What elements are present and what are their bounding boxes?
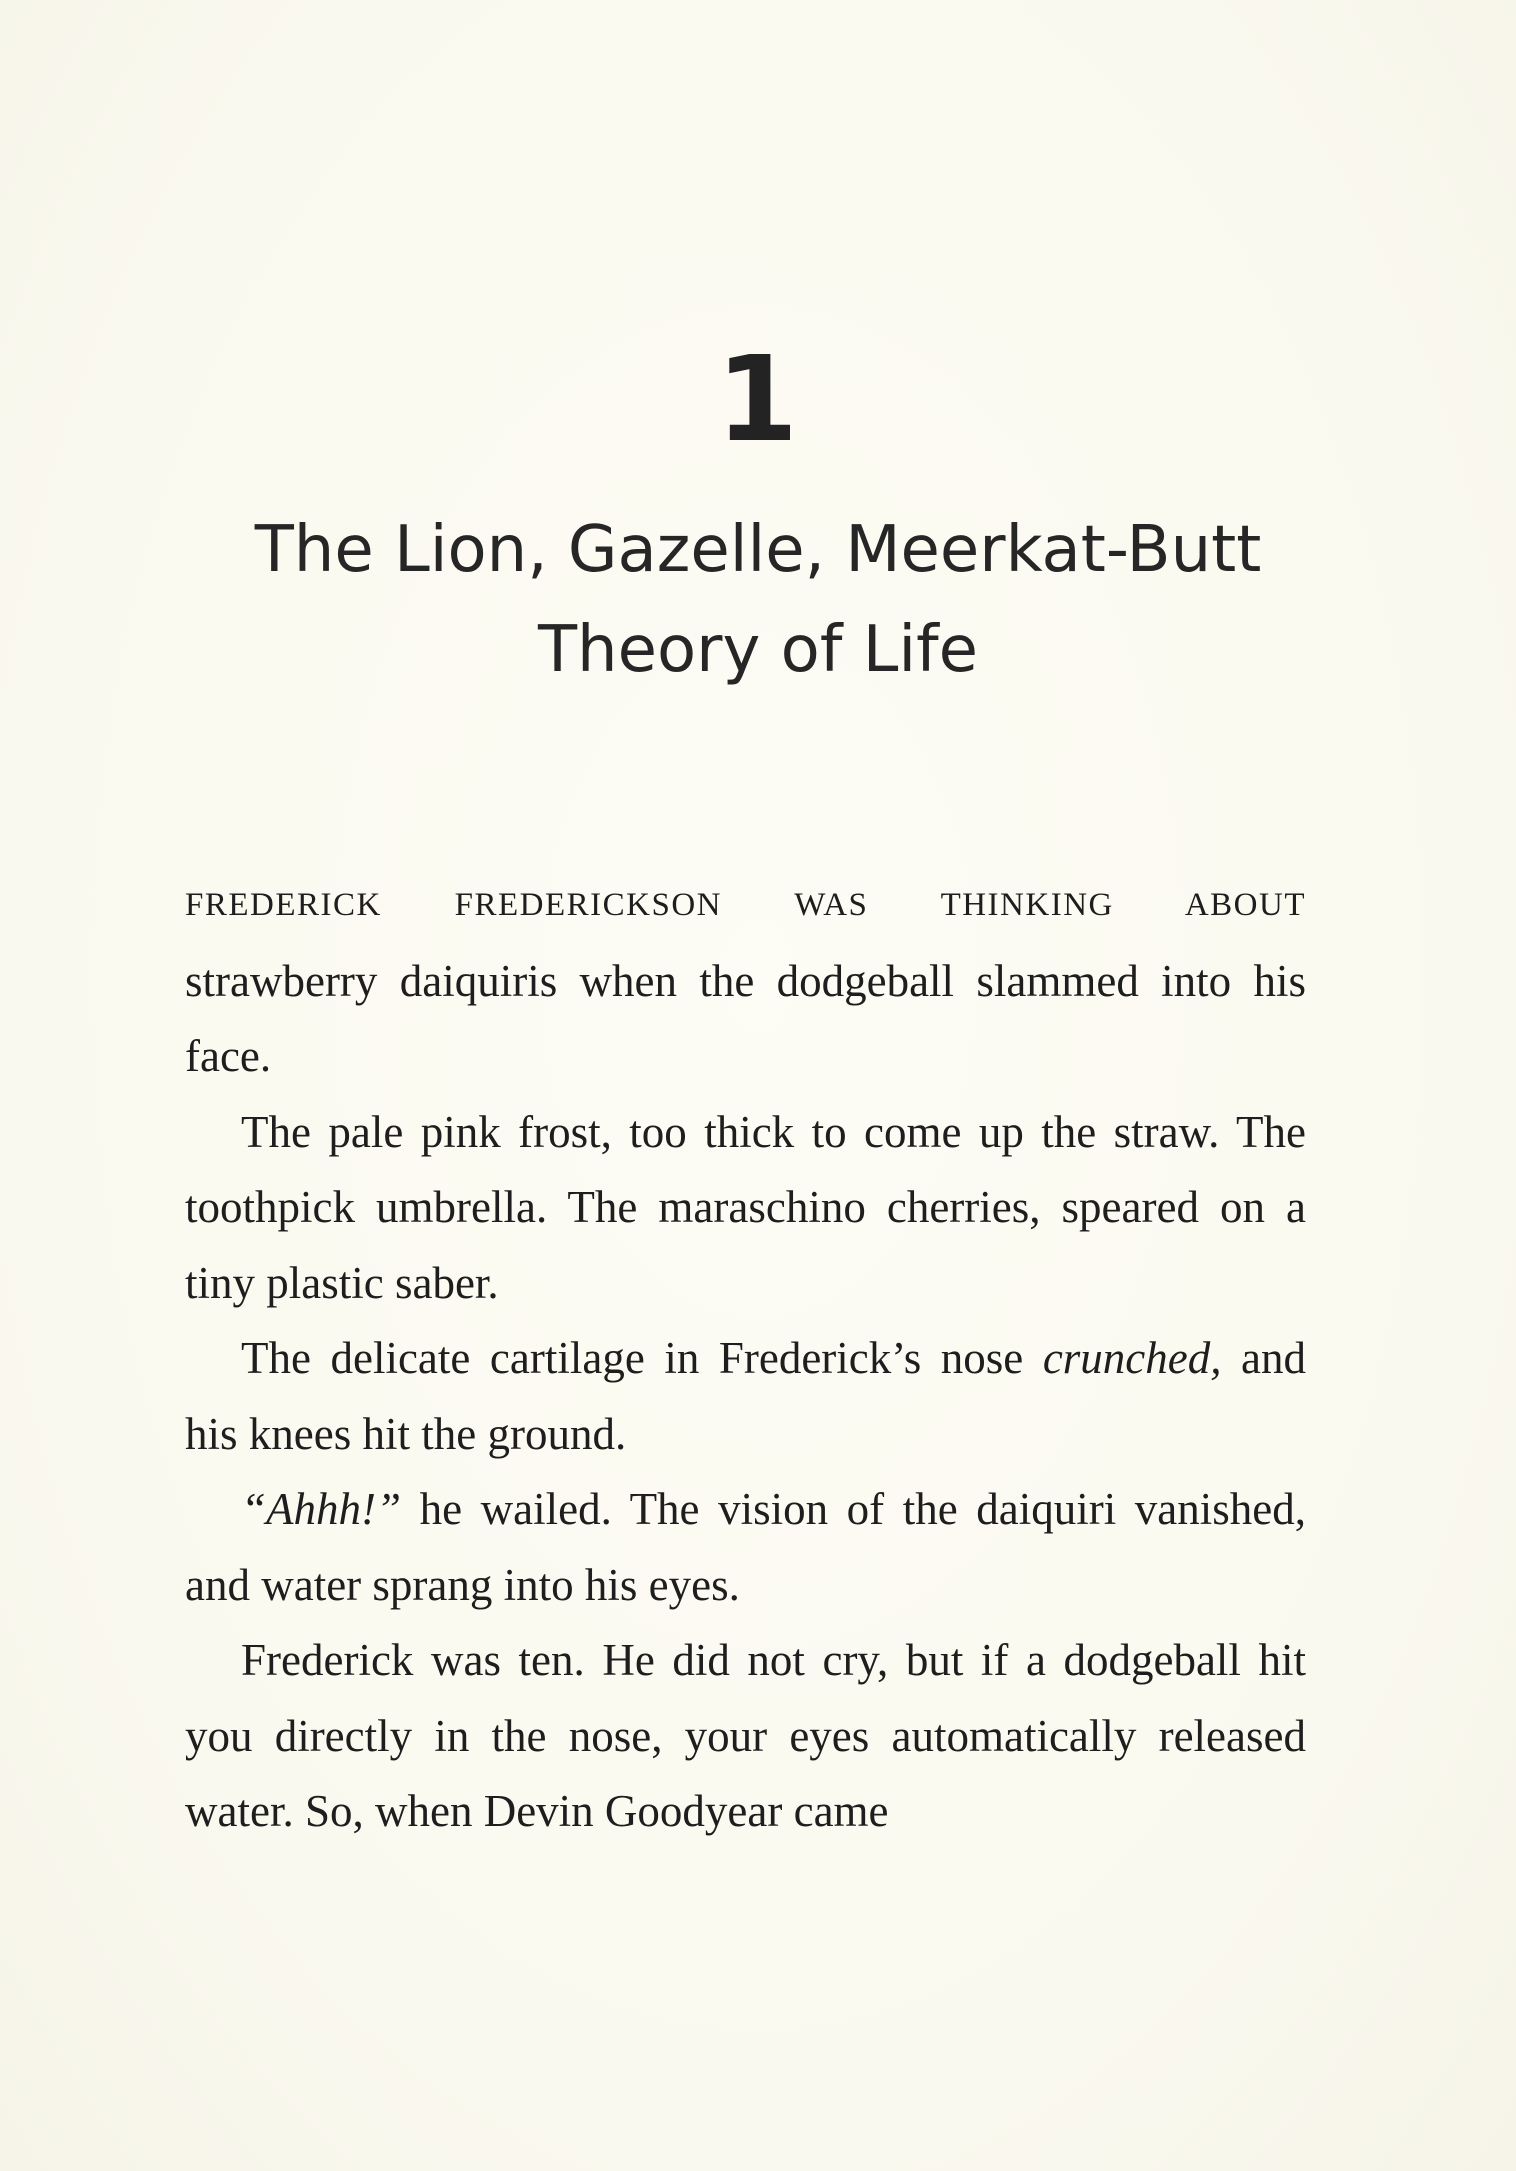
emphasis-crunched: crunched,	[1042, 1333, 1222, 1383]
paragraph-4-text: he wailed. The vision of the daiquiri vanished, and water sprang into his eyes.	[185, 1484, 1306, 1610]
paragraph-3-text-b: and his knees hit the ground.	[185, 1333, 1306, 1459]
paragraph-5: Frederick was ten. He did not cry, but if a dodgeball hit you directly in the nose, your eyes automatically released water. So, when Devin Goodyear came	[185, 1635, 1306, 1836]
chapter-title-line-1: The Lion, Gazelle, Meerkat-Butt	[254, 513, 1262, 587]
paragraph-4	[185, 1472, 1306, 1623]
chapter-number: 1	[715, 330, 801, 468]
chapter-body	[185, 868, 1306, 1850]
paragraph-2: The pale pink frost, too thick to come up the straw. The toothpick umbrella. The maraschino cherries, speared on a tiny plastic saber.	[185, 1106, 1306, 1308]
paragraph-1-text: strawberry daiquiris when the dodgeball slammed into his face.	[185, 955, 1306, 1081]
emphasis-ahhh: “Ahhh!”	[241, 1484, 402, 1534]
paragraph-3	[185, 1321, 1306, 1472]
paragraph-3-text-a: The delicate cartilage in Frederick’s nose	[241, 1333, 1043, 1383]
chapter-title-line-2: Theory of Life	[537, 613, 979, 687]
paragraph-1	[185, 868, 1306, 1095]
opening-small-caps: FREDERICK FREDERICKSON WAS THINKING ABOUT	[185, 887, 1306, 923]
chapter-title	[0, 500, 1516, 700]
